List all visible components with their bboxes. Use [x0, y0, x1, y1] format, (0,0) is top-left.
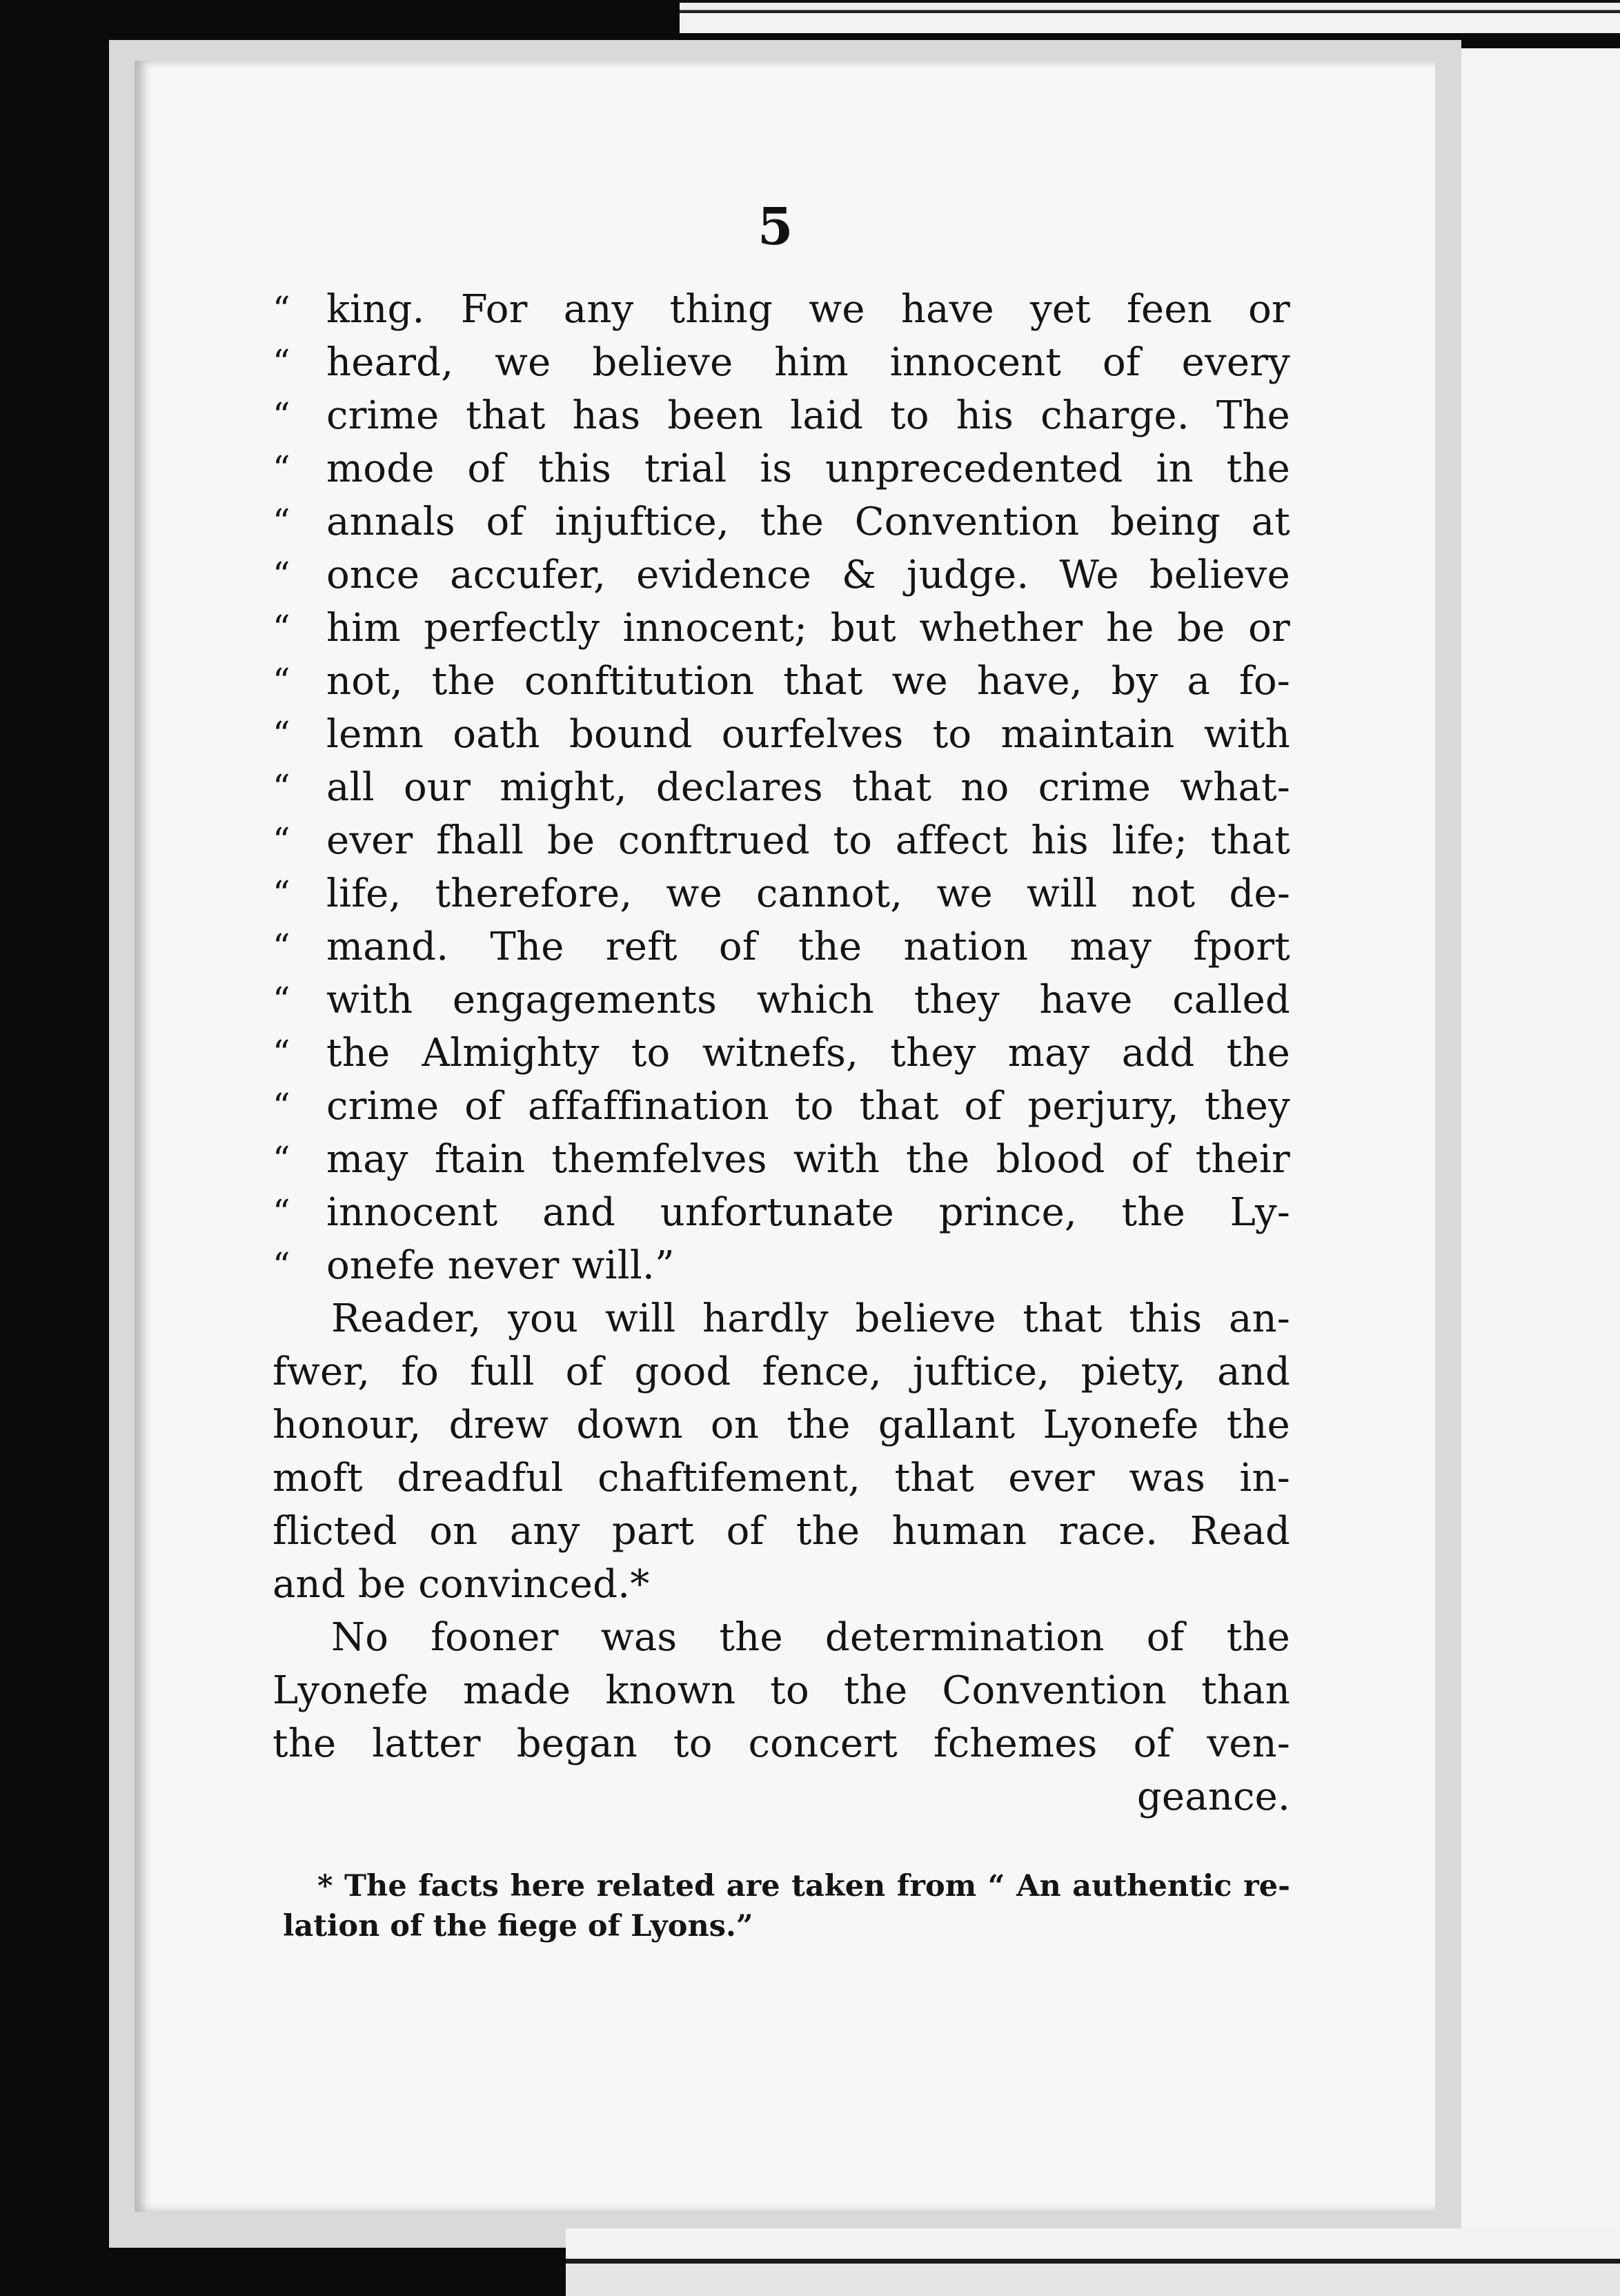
quote-mark: “ [273, 661, 290, 701]
line-text: mode of this trial is unprecedented in the [326, 446, 1290, 491]
quote-mark: “ [273, 980, 290, 1020]
quoted-line [273, 814, 1290, 867]
paragraph-line: fwer, fo full of good fence, juftice, piety, and [273, 1349, 1290, 1394]
line-text: onefe never will.” [326, 1243, 675, 1288]
quote-mark: “ [273, 927, 290, 967]
quoted-line [273, 973, 1290, 1027]
line-text: not, the conftitution that we have, by a fo- [326, 659, 1290, 704]
line-text: may ftain themfelves with the blood of their [326, 1137, 1290, 1182]
quote-mark: “ [273, 873, 290, 913]
line-text: crime that has been laid to his charge. The [326, 393, 1290, 438]
line-text: him perfectly innocent; but whether he be or [326, 606, 1290, 651]
quote-mark: “ [273, 608, 290, 648]
quote-mark: “ [273, 1139, 290, 1179]
quoted-line [273, 283, 1290, 336]
quoted-line [273, 389, 1290, 442]
line-text: king. For any thing we have yet feen or [326, 287, 1290, 332]
quoted-line [273, 1186, 1290, 1239]
quoted-line [273, 655, 1290, 708]
quote-mark: “ [273, 1192, 290, 1232]
footnote-line: * The facts here related are taken from “ An authentic re- [317, 1869, 1290, 1903]
paragraph-line: geance. [1136, 1774, 1290, 1819]
quote-mark: “ [273, 820, 290, 860]
paragraph-reader [273, 1292, 1290, 1611]
paragraph-line: No fooner was the determination of the [331, 1615, 1290, 1660]
quoted-line [273, 602, 1290, 655]
quote-mark: “ [273, 289, 290, 329]
quoted-line [273, 708, 1290, 761]
bottom-scan-edge [566, 2228, 1620, 2296]
line-text: mand. The reft of the nation may fport [326, 924, 1290, 969]
quoted-line [273, 1133, 1290, 1186]
paragraph-line: Lyonefe made known to the Convention than [273, 1668, 1290, 1713]
paragraph-no-sooner [273, 1611, 1290, 1823]
paragraph-line: Reader, you will hardly believe that this an- [331, 1296, 1290, 1341]
line-text: life, therefore, we cannot, we will not de- [326, 871, 1290, 916]
quoted-passage [273, 283, 1290, 1292]
paragraph-line: the latter began to concert fchemes of ven- [273, 1721, 1290, 1766]
line-text: all our might, declares that no crime what- [326, 765, 1290, 810]
quote-mark: “ [273, 342, 290, 382]
quoted-line [273, 495, 1290, 548]
quote-mark: “ [273, 395, 290, 435]
quote-mark: “ [273, 555, 290, 595]
line-text: lemn oath bound ourfelves to maintain with [326, 712, 1290, 757]
quoted-line [273, 1080, 1290, 1133]
top-scan-edge [680, 0, 1620, 33]
line-text: crime of affaffination to that of perjury, they [326, 1084, 1290, 1129]
paragraph-line: honour, drew down on the gallant Lyonefe the [273, 1403, 1290, 1447]
paragraph-line: moft dreadful chaftifement, that ever was in- [273, 1456, 1290, 1501]
footnote-line: lation of the fiege of Lyons.” [283, 1909, 753, 1943]
quote-mark: “ [273, 448, 290, 488]
footnote [283, 1866, 1290, 1946]
quote-mark: “ [273, 1245, 290, 1285]
page-number: 5 [758, 197, 793, 257]
quoted-line [273, 920, 1290, 973]
line-text: heard, we believe him innocent of every [326, 340, 1290, 385]
quoted-line [273, 548, 1290, 602]
quoted-line [273, 336, 1290, 389]
line-text: once accufer, evidence & judge. We believe [326, 553, 1290, 597]
line-text: innocent and unfortunate prince, the Ly- [326, 1190, 1290, 1235]
paragraph-line: and be convinced.* [273, 1562, 650, 1607]
quoted-line [273, 442, 1290, 495]
quoted-line [273, 761, 1290, 814]
quote-mark: “ [273, 1033, 290, 1073]
quoted-line [273, 1239, 1290, 1292]
quote-mark: “ [273, 502, 290, 542]
body-text [273, 283, 1290, 1823]
quoted-line [273, 867, 1290, 920]
line-text: annals of injuftice, the Convention being at [326, 499, 1290, 544]
quote-mark: “ [273, 1086, 290, 1126]
line-text: ever fhall be conftrued to affect his life; that [326, 818, 1290, 863]
quote-mark: “ [273, 767, 290, 807]
line-text: the Almighty to witnefs, they may add the [326, 1031, 1290, 1076]
quoted-line [273, 1027, 1290, 1080]
quote-mark: “ [273, 714, 290, 754]
line-text: with engagements which they have called [326, 978, 1290, 1022]
facing-page-edge [1448, 48, 1620, 2235]
paragraph-line: flicted on any part of the human race. Read [273, 1509, 1290, 1554]
